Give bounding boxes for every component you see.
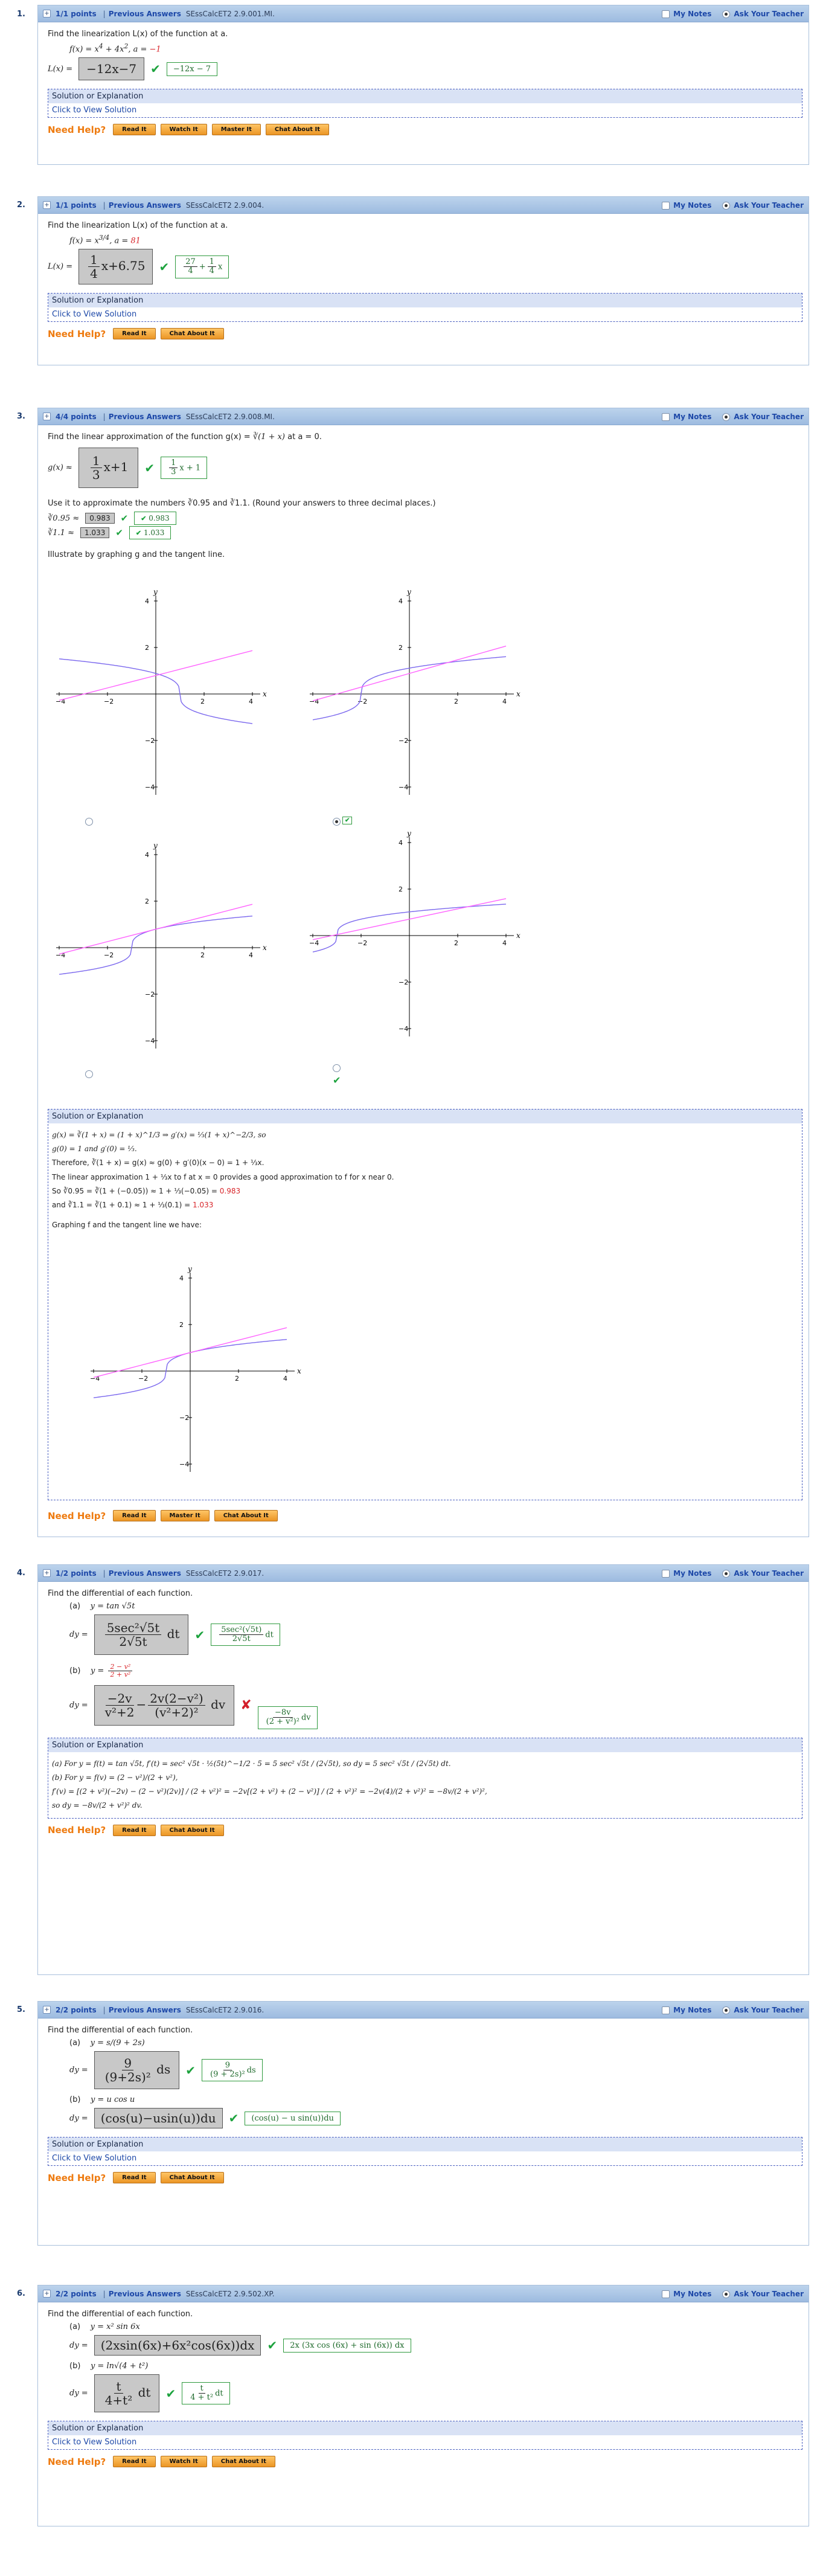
question-header xyxy=(38,2285,809,2302)
check-icon: ✔ xyxy=(144,460,155,475)
question-header xyxy=(38,5,809,22)
need-help-label: Need Help? xyxy=(48,1825,106,1836)
x-tick-label: 2 xyxy=(200,951,205,959)
solution-panel xyxy=(48,1738,802,1819)
question-code: SEssCalcET2 2.9.016. xyxy=(185,2005,264,2014)
x-tick-label: −2 xyxy=(138,1375,149,1383)
my-notes-label: My Notes xyxy=(673,201,712,210)
ask-teacher-label: Ask Your Teacher xyxy=(734,2005,804,2014)
approx-label: ∛0.95 ≈ xyxy=(48,513,80,523)
need-help-bar xyxy=(48,2172,802,2183)
need-help-label: Need Help? xyxy=(48,124,106,135)
question-2 xyxy=(37,196,809,365)
points-label: 1/1 points xyxy=(56,9,97,18)
ask-teacher-toggle[interactable] xyxy=(722,2290,804,2298)
read-it-button[interactable]: Read It xyxy=(113,2456,155,2467)
y-tick-label: 4 xyxy=(145,597,149,605)
answer-box[interactable]: $\frac{1}{4}$ x+6.75 xyxy=(78,249,153,284)
previous-answers-link[interactable]: Previous Answers xyxy=(108,9,181,18)
check-icon: ✔ xyxy=(141,515,147,522)
answer-box[interactable]: $\frac{1}{3}$ x+1 xyxy=(78,448,139,488)
check-icon: ✔ xyxy=(159,259,170,274)
solution-panel xyxy=(48,293,802,322)
answer-lhs: L(x) = xyxy=(48,262,73,272)
x-icon: ✘ xyxy=(240,1698,252,1714)
y-tick-label: 2 xyxy=(179,1321,184,1329)
illustrate-prompt: Illustrate by graphing g and the tangent line. xyxy=(48,550,225,559)
question-number: 5. xyxy=(17,2005,25,2014)
question-3 xyxy=(37,408,809,1537)
x-tick-label: 2 xyxy=(235,1375,239,1383)
answer-lhs: dy = xyxy=(69,1701,88,1710)
solution-line: g(x) = ∛(1 + x) = (1 + x)^1/3 ⇒ g′(x) = ⅓(1 + x)^−2/3, so xyxy=(52,1131,266,1139)
y-tick-label: 2 xyxy=(145,898,149,905)
answer-lhs: dy = xyxy=(69,2113,88,2123)
solution-line: Therefore, ∛(1 + x) = g(x) ≈ g(0) + g′(0)(x − 0) = 1 + ⅓x. xyxy=(52,1158,264,1168)
y-axis-label: y xyxy=(407,830,411,838)
approx-input[interactable]: 1.033 xyxy=(80,527,109,538)
watch-it-button[interactable]: Watch It xyxy=(161,2456,207,2467)
solution-line: so dy = −8v/(2 + v²)² dv. xyxy=(52,1801,143,1810)
expand-toggle[interactable]: + xyxy=(43,413,51,420)
x-axis-label: x xyxy=(263,690,267,698)
question-number: 6. xyxy=(17,2289,25,2298)
y-axis-label: y xyxy=(407,588,411,596)
read-it-button[interactable]: Read It xyxy=(113,1825,155,1836)
graph-option-1 xyxy=(44,588,267,800)
expand-toggle[interactable]: + xyxy=(43,10,51,18)
solution-body xyxy=(48,1123,802,1468)
y-tick-label: 2 xyxy=(399,885,403,893)
need-help-bar xyxy=(48,2456,802,2467)
question-header xyxy=(38,2002,809,2019)
solution-panel xyxy=(48,2137,802,2166)
master-it-button[interactable]: Master It xyxy=(212,124,261,135)
checkbox-icon xyxy=(662,2290,670,2298)
question-number: 2. xyxy=(17,201,25,210)
solution-graph xyxy=(78,1265,302,1477)
checkbox-icon xyxy=(662,2006,670,2014)
points-label: 2/2 points xyxy=(56,2289,97,2298)
checkbox-icon xyxy=(662,1570,670,1578)
part-b-statement: (b) y = $\frac{\text{2 − v²}}{\text{2 + v²}}$ xyxy=(69,1663,802,1678)
check-icon: ✔ xyxy=(342,817,352,824)
points-label: 1/1 points xyxy=(56,201,97,210)
ask-teacher-toggle[interactable] xyxy=(722,10,804,18)
x-tick-label: 4 xyxy=(249,698,253,705)
radio-icon xyxy=(722,1570,730,1578)
correct-answer-feedback: $\frac{-8v}{\text{(2 + v²)²}}$ dv xyxy=(258,1706,318,1729)
approx-label: ∛1.1 ≈ xyxy=(48,528,74,538)
y-tick-label: 2 xyxy=(399,644,403,652)
x-tick-label: 4 xyxy=(502,939,507,947)
answer-lhs: dy = xyxy=(69,2389,88,2398)
previous-answers-link[interactable]: Previous Answers xyxy=(108,2005,181,2014)
previous-answers-link[interactable]: Previous Answers xyxy=(108,201,181,210)
question-4 xyxy=(37,1564,809,1975)
answer-lhs: dy = xyxy=(69,2340,88,2350)
ask-teacher-label: Ask Your Teacher xyxy=(734,412,804,421)
part-a-statement: (a) y = s/(9 + 2s) xyxy=(69,2038,145,2048)
my-notes-toggle[interactable] xyxy=(662,413,711,421)
x-tick-label: −4 xyxy=(90,1375,100,1383)
expand-toggle[interactable]: + xyxy=(43,1569,51,1577)
y-tick-label: 4 xyxy=(399,839,403,847)
checkbox-icon xyxy=(662,10,670,18)
ask-teacher-toggle[interactable] xyxy=(722,2006,804,2014)
my-notes-label: My Notes xyxy=(673,2289,712,2298)
solution-line: Graphing f and the tangent line we have: xyxy=(52,1221,202,1230)
watch-it-button[interactable]: Watch It xyxy=(161,124,207,135)
graph-option-4 xyxy=(298,830,521,1041)
question-prompt: Find the differential of each function. xyxy=(48,2310,193,2319)
read-it-button[interactable]: Read It xyxy=(113,1510,155,1521)
solution-line: The linear approximation 1 + ⅓x to f at x = 0 provides a good approximation to f for x near 0. xyxy=(52,1172,394,1181)
function-statement: $f(x) = x^{3/4}$, a = 81 xyxy=(69,234,141,246)
y-tick-label: 4 xyxy=(145,851,149,859)
approx-input[interactable]: 0.983 xyxy=(85,513,114,524)
view-solution-link[interactable]: Click to View Solution xyxy=(52,310,137,320)
question-number: 3. xyxy=(17,412,25,421)
need-help-bar xyxy=(48,1825,802,1836)
graph-option-3 xyxy=(44,842,267,1053)
correct-answer-feedback: $\frac{9}{\text{(9 + 2s)²}}$ ds xyxy=(202,2059,263,2082)
ask-teacher-label: Ask Your Teacher xyxy=(734,9,804,18)
separator: | xyxy=(103,2289,106,2298)
ask-teacher-label: Ask Your Teacher xyxy=(734,201,804,210)
function-statement: $f(x) = x^4 + 4x^2$, a = −1 xyxy=(69,42,161,54)
solution-header: Solution or Explanation xyxy=(48,1110,802,1123)
graph-option-2 xyxy=(298,588,521,800)
correct-answer-feedback: (cos(u) − u sin(u))du xyxy=(245,2112,341,2125)
view-solution-link[interactable]: Click to View Solution xyxy=(52,2438,137,2447)
correct-answer-feedback: $\frac{1}{3}$ x + 1 xyxy=(161,457,207,480)
radio-icon xyxy=(722,10,730,18)
check-icon: ✔ xyxy=(333,1074,341,1086)
x-tick-label: −4 xyxy=(56,698,66,705)
need-help-bar xyxy=(48,124,802,135)
solution-line: (b) For y = f(v) = (2 − v²)/(2 + v²), xyxy=(52,1773,178,1782)
separator: | xyxy=(103,2005,106,2014)
x-tick-label: −4 xyxy=(56,951,66,959)
ask-teacher-toggle[interactable] xyxy=(722,201,804,210)
need-help-label: Need Help? xyxy=(48,1510,106,1521)
y-tick-label: −2 xyxy=(145,991,155,998)
check-icon: ✔ xyxy=(185,2063,196,2078)
expand-toggle[interactable]: + xyxy=(43,2290,51,2298)
x-tick-label: 2 xyxy=(200,698,205,705)
my-notes-label: My Notes xyxy=(673,1569,712,1578)
solution-header: Solution or Explanation xyxy=(48,89,802,103)
question-prompt: Find the differential of each function. xyxy=(48,1589,193,1598)
x-tick-label: 4 xyxy=(283,1375,287,1383)
question-code: SEssCalcET2 2.9.502.XP. xyxy=(185,2289,275,2298)
chat-about-it-button[interactable]: Chat About It xyxy=(214,1510,278,1521)
question-code: SEssCalcET2 2.9.017. xyxy=(185,1569,264,1578)
points-label: 2/2 points xyxy=(56,2005,97,2014)
my-notes-label: My Notes xyxy=(673,9,712,18)
question-code: SEssCalcET2 2.9.004. xyxy=(185,201,264,210)
graph-option-radio[interactable] xyxy=(333,1064,341,1072)
x-tick-label: −4 xyxy=(309,698,319,705)
x-tick-label: 4 xyxy=(249,951,253,959)
solution-header: Solution or Explanation xyxy=(48,2421,802,2435)
check-icon: ✔ xyxy=(228,2111,239,2125)
question-number: 4. xyxy=(17,1569,25,1578)
x-tick-label: 4 xyxy=(502,698,507,705)
chat-about-it-button[interactable]: Chat About It xyxy=(212,2456,275,2467)
check-icon: ✔ xyxy=(150,62,161,77)
my-notes-toggle[interactable] xyxy=(662,2006,711,2014)
read-it-button[interactable]: Read It xyxy=(113,124,155,135)
master-it-button[interactable]: Master It xyxy=(161,1510,210,1521)
answer-lhs: g(x) ≈ xyxy=(48,463,72,472)
need-help-label: Need Help? xyxy=(48,2172,106,2183)
question-header xyxy=(38,1565,809,1582)
use-it-prompt: Use it to approximate the numbers ∛0.95 and ∛1.1. (Round your answers to three decimal places.) xyxy=(48,499,436,508)
answer-box[interactable]: $\frac{-2v}{\text{v²+2}}$ − $\frac{\text{2v(2−v²)}}{\text{(v²+2)²}}$ dv xyxy=(94,1685,234,1726)
radio-icon xyxy=(722,202,730,210)
previous-answers-link[interactable]: Previous Answers xyxy=(108,2289,181,2298)
solution-panel xyxy=(48,2421,802,2450)
x-tick-label: −2 xyxy=(104,698,114,705)
radio-icon xyxy=(722,413,730,421)
check-icon: ✔ xyxy=(165,2386,176,2401)
part-a-statement: (a) y = tan √5t xyxy=(69,1602,135,1611)
correct-answer-feedback: $\frac{27}{4}$ + $\frac{1}{4}$ x xyxy=(175,255,229,278)
y-tick-label: 2 xyxy=(145,644,149,652)
solution-panel xyxy=(48,1109,802,1500)
separator: | xyxy=(103,412,106,421)
checkbox-icon xyxy=(662,202,670,210)
answer-box[interactable]: $\frac{9}{\text{(9+2s)²}}$ ds xyxy=(94,2051,180,2089)
chat-about-it-button[interactable]: Chat About It xyxy=(266,124,329,135)
graph-option-radio[interactable] xyxy=(85,1070,93,1078)
y-tick-label: 4 xyxy=(179,1274,184,1282)
x-axis-label: x xyxy=(297,1367,301,1375)
need-help-label: Need Help? xyxy=(48,2456,106,2467)
radio-icon xyxy=(722,2006,730,2014)
x-tick-label: −2 xyxy=(357,698,368,705)
my-notes-label: My Notes xyxy=(673,412,712,421)
y-tick-label: −4 xyxy=(399,783,409,791)
checkbox-icon xyxy=(662,413,670,421)
read-it-button[interactable]: Read It xyxy=(113,328,155,339)
y-tick-label: −4 xyxy=(399,1025,409,1033)
view-solution-link[interactable]: Click to View Solution xyxy=(52,106,137,115)
check-icon: ✔ xyxy=(120,513,129,524)
need-help-bar xyxy=(48,1510,278,1521)
my-notes-label: My Notes xyxy=(673,2005,712,2014)
x-axis-label: x xyxy=(516,931,521,940)
y-axis-label: y xyxy=(153,588,158,596)
read-it-button[interactable]: Read It xyxy=(113,2172,155,2183)
y-axis-label: y xyxy=(188,1265,192,1273)
check-icon: ✔ xyxy=(135,529,142,537)
separator: | xyxy=(103,9,106,18)
points-label: 4/4 points xyxy=(56,412,97,421)
y-tick-label: −4 xyxy=(145,783,155,791)
solution-line: (a) For y = f(t) = tan √5t, f′(t) = sec² √5t · ½(5t)^−1/2 · 5 = 5 sec² √5t / (2√5t), so dy = 5 sec² √5t / (2√5t) dt. xyxy=(52,1759,451,1768)
answer-lhs: L(x) = xyxy=(48,64,73,74)
y-tick-label: −2 xyxy=(399,978,409,986)
ask-teacher-label: Ask Your Teacher xyxy=(734,1569,804,1578)
part-b-statement: (b) y = u cos u xyxy=(69,2095,135,2104)
approx-feedback: ✔ 0.983 xyxy=(134,512,176,525)
ask-teacher-label: Ask Your Teacher xyxy=(734,2289,804,2298)
part-a-statement: (a) y = x² sin 6x xyxy=(69,2322,140,2331)
previous-answers-link[interactable]: Previous Answers xyxy=(108,1569,181,1578)
x-tick-label: −2 xyxy=(104,951,114,959)
graph-option-radio[interactable] xyxy=(333,818,341,826)
solution-body xyxy=(48,1752,802,1818)
answer-box[interactable]: −12x−7 xyxy=(78,57,144,80)
part-b-statement: (b) y = ln√(4 + t²) xyxy=(69,2362,149,2371)
ask-teacher-toggle[interactable] xyxy=(722,413,804,421)
radio-icon xyxy=(722,2290,730,2298)
solution-header: Solution or Explanation xyxy=(48,294,802,307)
separator: | xyxy=(103,201,106,210)
check-icon: ✔ xyxy=(267,2338,278,2353)
approx-feedback: ✔ 1.033 xyxy=(129,526,171,539)
chat-about-it-button[interactable]: Chat About It xyxy=(161,2172,224,2183)
check-icon: ✔ xyxy=(194,1627,205,1642)
solution-line: g(0) = 1 and g′(0) = ⅓. xyxy=(52,1145,137,1154)
previous-answers-link[interactable]: Previous Answers xyxy=(108,412,181,421)
correct-answer-feedback: −12x − 7 xyxy=(167,62,217,76)
y-tick-label: −4 xyxy=(179,1460,190,1468)
need-help-label: Need Help? xyxy=(48,328,106,339)
y-axis-label: y xyxy=(153,842,158,850)
answer-box[interactable]: (2xsin(6x)+6x²cos(6x))dx xyxy=(94,2335,261,2356)
separator: | xyxy=(103,1569,106,1578)
question-number: 1. xyxy=(17,10,25,19)
question-header xyxy=(38,197,809,214)
question-prompt: Find the linear approximation of the function g(x) = ∛(1 + x) at a = 0. xyxy=(48,432,322,442)
solution-header: Solution or Explanation xyxy=(48,1738,802,1752)
solution-header: Solution or Explanation xyxy=(48,2138,802,2151)
correct-answer-feedback: 2x (3x cos (6x) + sin (6x)) dx xyxy=(283,2339,411,2353)
solution-line: So ∛0.95 = ∛(1 + (−0.05)) ≈ 1 + ⅓(−0.05) = 0.983 xyxy=(52,1186,241,1195)
correct-answer-feedback: $\frac{t}{\text{4 + t²}}$ dt xyxy=(182,2382,229,2405)
answer-box[interactable]: (cos(u)−usin(u))du xyxy=(94,2108,223,2128)
question-5 xyxy=(37,2001,809,2246)
chat-about-it-button[interactable]: Chat About It xyxy=(161,1825,224,1836)
question-prompt: Find the linearization L(x) of the function at a. xyxy=(48,221,228,230)
correct-answer-feedback: $\frac{\text{5sec²(√5t)}}{2√5t}$ dt xyxy=(211,1624,280,1646)
question-code: SEssCalcET2 2.9.001.MI. xyxy=(185,9,275,18)
question-header xyxy=(38,408,809,425)
expand-toggle[interactable]: + xyxy=(43,2006,51,2014)
y-tick-label: −4 xyxy=(145,1037,155,1045)
need-help-bar xyxy=(48,328,802,339)
check-icon: ✔ xyxy=(115,527,123,538)
question-6 xyxy=(37,2285,809,2526)
y-tick-label: −2 xyxy=(179,1414,190,1422)
answer-lhs: dy = xyxy=(69,1630,88,1639)
x-tick-label: 2 xyxy=(454,939,458,947)
my-notes-toggle[interactable] xyxy=(662,10,711,18)
question-prompt: Find the differential of each function. xyxy=(48,2026,193,2035)
solution-panel xyxy=(48,89,802,118)
my-notes-toggle[interactable] xyxy=(662,2290,711,2298)
points-label: 1/2 points xyxy=(56,1569,97,1578)
solution-line: and ∛1.1 = ∛(1 + 0.1) ≈ 1 + ⅓(0.1) = 1.033 xyxy=(52,1200,214,1209)
answer-lhs: dy = xyxy=(69,2066,88,2075)
y-tick-label: −2 xyxy=(399,737,409,745)
x-axis-label: x xyxy=(263,943,267,952)
ask-teacher-toggle[interactable] xyxy=(722,1569,804,1578)
answer-box[interactable]: $\frac{t}{\text{4+t²}}$ dt xyxy=(94,2374,160,2412)
chat-about-it-button[interactable]: Chat About It xyxy=(161,328,224,339)
question-code: SEssCalcET2 2.9.008.MI. xyxy=(185,412,275,421)
y-tick-label: 4 xyxy=(399,597,403,605)
x-tick-label: −2 xyxy=(357,939,368,947)
question-1 xyxy=(37,5,809,165)
expand-toggle[interactable]: + xyxy=(43,201,51,209)
solution-line: f′(v) = [(2 + v²)(−2v) − (2 − v²)(2v)] / (2 + v²)² = −2v[(2 + v²) + (2 − v²)] / (2 + v²)² = −2v(4)/(2 + v²)² = −8v/(2 + v²)², xyxy=(52,1787,487,1796)
view-solution-link[interactable]: Click to View Solution xyxy=(52,2154,137,2163)
graph-option-radio[interactable] xyxy=(85,818,93,826)
x-tick-label: 2 xyxy=(454,698,458,705)
my-notes-toggle[interactable] xyxy=(662,1569,711,1578)
x-axis-label: x xyxy=(516,690,521,698)
question-prompt: Find the linearization L(x) of the function at a. xyxy=(48,30,228,39)
y-tick-label: −2 xyxy=(145,737,155,745)
my-notes-toggle[interactable] xyxy=(662,201,711,210)
x-tick-label: −4 xyxy=(309,939,319,947)
answer-box[interactable]: $\frac{\text{5sec²√5t}}{2√5t}$ dt xyxy=(94,1614,189,1655)
